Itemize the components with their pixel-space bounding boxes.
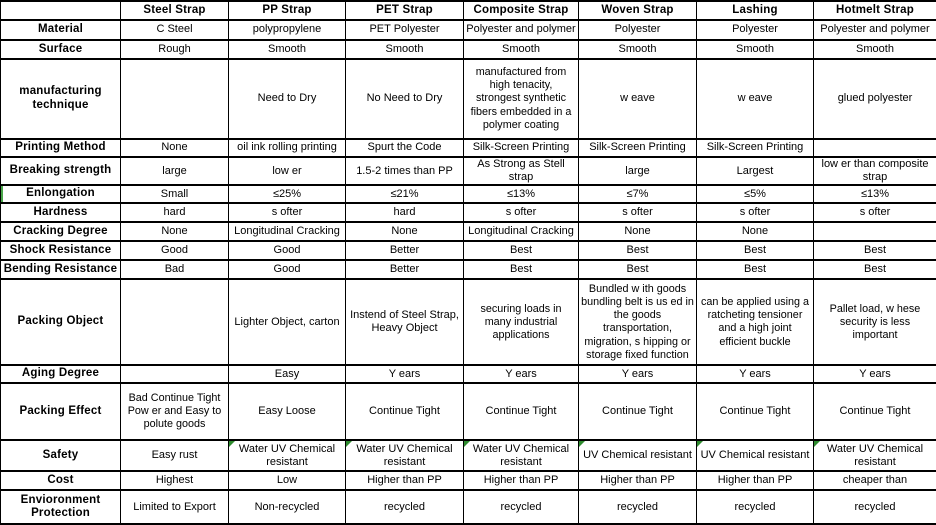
cell-text: Y ears xyxy=(388,367,421,380)
cell-surface-pet-strap xyxy=(346,40,464,59)
cell-text: Best xyxy=(509,263,532,276)
cell-cracking-degree-composite-strap xyxy=(464,222,579,241)
cell-text: securing loads in many industrial applications xyxy=(480,302,562,341)
table-row-material xyxy=(1,20,936,40)
cell-envioronment-protection-pet-strap xyxy=(346,490,464,524)
cell-material-composite-strap xyxy=(464,20,579,40)
cell-text: recycled xyxy=(617,500,658,513)
cell-text: s ofter xyxy=(271,206,303,219)
cell-manufacturing-technique-steel-strap xyxy=(121,59,229,139)
column-header-lashing: Lashing xyxy=(697,1,814,20)
table-row-packing-object xyxy=(1,279,936,365)
row-label-shock-resistance xyxy=(1,241,121,260)
cell-hardness-steel-strap xyxy=(121,203,229,222)
cell-text: can be applied using a ratcheting tensioner and a high joint efficient buckle xyxy=(700,296,810,348)
cell-text: Continue Tight xyxy=(839,405,911,418)
cell-text: Best xyxy=(863,263,886,276)
cell-breaking-strength-composite-strap xyxy=(464,157,579,185)
row-label-text: Breaking strength xyxy=(9,164,112,177)
cell-text: recycled xyxy=(854,500,896,513)
cell-safety-pp-strap xyxy=(229,440,346,471)
cell-breaking-strength-steel-strap xyxy=(121,157,229,185)
cell-bending-resistance-hotmelt-strap xyxy=(814,260,936,279)
cell-cost-pet-strap xyxy=(346,471,464,490)
table-row-hardness xyxy=(1,203,936,222)
cell-text: Polyester xyxy=(614,23,661,36)
cell-enlongation-pp-strap xyxy=(229,185,346,203)
cell-cracking-degree-woven-strap xyxy=(579,222,697,241)
green-corner-marker xyxy=(229,441,235,447)
cell-aging-degree-woven-strap xyxy=(579,365,697,383)
cell-aging-degree-pet-strap xyxy=(346,365,464,383)
cell-text: Polyester and polymer xyxy=(820,23,930,36)
cell-text: low er xyxy=(272,164,302,177)
cell-text: recycled xyxy=(500,500,542,513)
cell-enlongation-composite-strap xyxy=(464,185,579,203)
green-corner-marker xyxy=(464,441,470,447)
cell-text: 1.5-2 times than PP xyxy=(356,164,453,177)
cell-text: ≤25% xyxy=(272,187,302,200)
cell-text: Better xyxy=(389,263,420,276)
cell-text: Bad xyxy=(164,263,185,276)
cell-text: hard xyxy=(163,206,186,219)
cell-text: Polyester and polymer xyxy=(466,23,576,36)
cell-text: PET Polyester xyxy=(369,23,440,36)
cell-bending-resistance-pet-strap xyxy=(346,260,464,279)
row-label-cost xyxy=(1,471,121,490)
cell-breaking-strength-pet-strap xyxy=(346,157,464,185)
cell-material-hotmelt-strap xyxy=(814,20,936,40)
table-row-enlongation xyxy=(1,185,936,203)
cell-envioronment-protection-steel-strap xyxy=(121,490,229,524)
table-row-surface xyxy=(1,40,936,59)
cell-text: polypropylene xyxy=(252,23,322,36)
cell-text: Higher than PP xyxy=(367,474,442,487)
cell-material-pet-strap xyxy=(346,20,464,40)
cell-safety-hotmelt-strap xyxy=(814,440,936,471)
cell-envioronment-protection-composite-strap xyxy=(464,490,579,524)
cell-material-lashing xyxy=(697,20,814,40)
cell-text: No Need to Dry xyxy=(366,92,443,105)
cell-aging-degree-lashing xyxy=(697,365,814,383)
cell-text: Smooth xyxy=(618,42,657,55)
cell-printing-method-lashing xyxy=(697,139,814,157)
cell-safety-woven-strap xyxy=(579,440,697,471)
cell-text: ≤7% xyxy=(626,187,649,200)
cell-text: Easy rust xyxy=(151,449,198,462)
cell-manufacturing-technique-pp-strap xyxy=(229,59,346,139)
row-label-text: Cracking Degree xyxy=(13,224,108,237)
cell-packing-effect-steel-strap xyxy=(121,383,229,440)
cell-text: s ofter xyxy=(622,206,653,219)
cell-text: Smooth xyxy=(856,42,894,55)
table-row-bending-resistance xyxy=(1,260,936,279)
cell-hardness-lashing xyxy=(697,203,814,222)
row-label-text: Cost xyxy=(47,473,74,486)
column-header-composite-strap: Composite Strap xyxy=(464,1,579,20)
cell-text: Water UV Chemical resistant xyxy=(356,442,453,468)
cell-text: glued polyester xyxy=(837,92,913,105)
cell-text: w eave xyxy=(737,92,773,105)
cell-text: Best xyxy=(509,244,532,257)
cell-text: Silk-Screen Printing xyxy=(472,141,570,154)
cell-cost-steel-strap xyxy=(121,471,229,490)
cell-material-pp-strap xyxy=(229,20,346,40)
cell-text: cheaper than xyxy=(842,474,908,487)
cell-text: Continue Tight xyxy=(602,405,673,418)
cell-text: Longitudinal Cracking xyxy=(234,225,340,238)
cell-packing-effect-pet-strap xyxy=(346,383,464,440)
row-label-text: Hardness xyxy=(33,205,88,218)
cell-text: Instend of Steel Strap, Heavy Object xyxy=(350,309,459,335)
cell-safety-composite-strap xyxy=(464,440,579,471)
cell-hardness-composite-strap xyxy=(464,203,579,222)
cell-text: oil ink rolling printing xyxy=(237,141,337,154)
column-header-pp-strap: PP Strap xyxy=(229,1,346,20)
cell-packing-effect-hotmelt-strap xyxy=(814,383,936,440)
cell-text: Non-recycled xyxy=(254,500,320,513)
row-label-text: Bending Resistance xyxy=(3,262,118,275)
cell-text: Higher than PP xyxy=(717,474,793,487)
cell-enlongation-woven-strap xyxy=(579,185,697,203)
table-row-shock-resistance xyxy=(1,241,936,260)
cell-text: Best xyxy=(743,263,766,276)
row-label-text: Shock Resistance xyxy=(9,243,112,256)
cell-manufacturing-technique-pet-strap xyxy=(346,59,464,139)
cell-text: large xyxy=(162,164,187,177)
cell-surface-woven-strap xyxy=(579,40,697,59)
row-label-packing-effect xyxy=(1,383,121,440)
cell-text: Best xyxy=(743,244,766,257)
cell-text: None xyxy=(624,225,651,238)
cell-text: ≤21% xyxy=(390,187,419,200)
cell-material-woven-strap xyxy=(579,20,697,40)
cell-envioronment-protection-lashing xyxy=(697,490,814,524)
cell-text: Spurt the Code xyxy=(367,141,442,154)
green-edge-marker xyxy=(1,186,3,202)
row-label-bending-resistance xyxy=(1,260,121,279)
cell-text: Pallet load, w hese security is less important xyxy=(829,302,921,341)
cell-cost-woven-strap xyxy=(579,471,697,490)
cell-surface-steel-strap xyxy=(121,40,229,59)
cell-text: recycled xyxy=(384,500,425,513)
cell-hardness-pet-strap xyxy=(346,203,464,222)
table-row-cracking-degree xyxy=(1,222,936,241)
cell-text: manufactured from high tenacity, strongest synthetic fibers embedded in a polymer coating xyxy=(470,66,572,131)
cell-text: Good xyxy=(273,263,301,276)
cell-shock-resistance-pet-strap xyxy=(346,241,464,260)
row-label-text: Material xyxy=(37,23,84,36)
cell-text: Longitudinal Cracking xyxy=(468,225,574,238)
table-row-packing-effect xyxy=(1,383,936,440)
cell-cracking-degree-lashing xyxy=(697,222,814,241)
cell-printing-method-composite-strap xyxy=(464,139,579,157)
cell-printing-method-hotmelt-strap xyxy=(814,139,936,157)
cell-text: hard xyxy=(393,206,416,219)
cell-shock-resistance-lashing xyxy=(697,241,814,260)
cell-cost-lashing xyxy=(697,471,814,490)
table-row-envioronment-protection xyxy=(1,490,936,524)
cell-cracking-degree-pp-strap xyxy=(229,222,346,241)
cell-text: None xyxy=(161,141,188,154)
cell-text: Y ears xyxy=(621,367,654,380)
row-label-text: Packing Object xyxy=(17,315,104,328)
cell-surface-lashing xyxy=(697,40,814,59)
green-corner-marker xyxy=(346,441,352,447)
cell-cost-composite-strap xyxy=(464,471,579,490)
cell-text: Silk-Screen Printing xyxy=(706,141,804,154)
column-header-hotmelt-strap: Hotmelt Strap xyxy=(814,1,936,20)
cell-text: Rough xyxy=(158,42,191,55)
cell-text: Smooth xyxy=(385,42,424,55)
cell-text: Bad Continue Tight Pow er and Easy to polute goods xyxy=(127,392,222,431)
cell-bending-resistance-woven-strap xyxy=(579,260,697,279)
cell-enlongation-steel-strap xyxy=(121,185,229,203)
cell-packing-effect-woven-strap xyxy=(579,383,697,440)
row-label-text: Surface xyxy=(38,42,83,55)
column-header-pet-strap: PET Strap xyxy=(346,1,464,20)
cell-shock-resistance-steel-strap xyxy=(121,241,229,260)
cell-enlongation-hotmelt-strap xyxy=(814,185,936,203)
cell-envioronment-protection-woven-strap xyxy=(579,490,697,524)
cell-bending-resistance-composite-strap xyxy=(464,260,579,279)
cell-text: ≤13% xyxy=(860,187,890,200)
cell-bending-resistance-pp-strap xyxy=(229,260,346,279)
cell-packing-effect-composite-strap xyxy=(464,383,579,440)
cell-hardness-hotmelt-strap xyxy=(814,203,936,222)
table-row-safety xyxy=(1,440,936,471)
cell-cracking-degree-pet-strap xyxy=(346,222,464,241)
cell-text: Small xyxy=(160,187,189,200)
green-corner-marker xyxy=(814,441,820,447)
cell-text: recycled xyxy=(734,500,776,513)
cell-text: Continue Tight xyxy=(485,405,557,418)
cell-enlongation-lashing xyxy=(697,185,814,203)
cell-envioronment-protection-pp-strap xyxy=(229,490,346,524)
cell-shock-resistance-hotmelt-strap xyxy=(814,241,936,260)
row-label-enlongation xyxy=(1,185,121,203)
cell-text: Continue Tight xyxy=(369,405,440,418)
column-header-steel-strap: Steel Strap xyxy=(121,1,229,20)
row-label-breaking-strength xyxy=(1,157,121,185)
cell-text: Low xyxy=(276,474,298,487)
cell-text: None xyxy=(741,225,769,238)
row-label-material xyxy=(1,20,121,40)
cell-text: Best xyxy=(863,244,886,257)
cell-cost-hotmelt-strap xyxy=(814,471,936,490)
row-label-text: Printing Method xyxy=(15,141,106,154)
cell-text: Higher than PP xyxy=(483,474,559,487)
row-label-printing-method xyxy=(1,139,121,157)
cell-surface-hotmelt-strap xyxy=(814,40,936,59)
cell-text: Easy Loose xyxy=(258,405,316,418)
table-row-breaking-strength xyxy=(1,157,936,185)
row-label-aging-degree xyxy=(1,365,121,383)
cell-packing-object-pet-strap xyxy=(346,279,464,365)
cell-bending-resistance-steel-strap xyxy=(121,260,229,279)
cell-aging-degree-hotmelt-strap xyxy=(814,365,936,383)
cell-packing-object-woven-strap xyxy=(579,279,697,365)
cell-text: Water UV Chemical resistant xyxy=(826,442,924,468)
row-label-cracking-degree xyxy=(1,222,121,241)
cell-manufacturing-technique-woven-strap xyxy=(579,59,697,139)
cell-text: Bundled w ith goods bundling belt is us ed in the goods transportation, migration, s hipping or storage fixed function xyxy=(581,282,694,361)
cell-breaking-strength-lashing xyxy=(697,157,814,185)
cell-aging-degree-steel-strap xyxy=(121,365,229,383)
row-label-text: manufacturing technique xyxy=(19,85,102,111)
cell-packing-object-steel-strap xyxy=(121,279,229,365)
table-row-aging-degree xyxy=(1,365,936,383)
cell-text: Better xyxy=(389,244,420,257)
cell-breaking-strength-hotmelt-strap xyxy=(814,157,936,185)
cell-text: Highest xyxy=(155,474,194,487)
cell-printing-method-steel-strap xyxy=(121,139,229,157)
cell-text: s ofter xyxy=(859,206,891,219)
cell-text: Y ears xyxy=(505,367,537,380)
row-label-text: Enlongation xyxy=(26,187,95,200)
cell-aging-degree-composite-strap xyxy=(464,365,579,383)
cell-text: ≤13% xyxy=(506,187,536,200)
cell-text: ≤5% xyxy=(744,187,766,200)
row-label-text: Packing Effect xyxy=(19,404,102,417)
cell-text: low er than composite strap xyxy=(821,158,929,184)
cell-manufacturing-technique-lashing xyxy=(697,59,814,139)
row-label-text: Aging Degree xyxy=(21,367,100,380)
cell-shock-resistance-pp-strap xyxy=(229,241,346,260)
cell-hardness-woven-strap xyxy=(579,203,697,222)
cell-text: UV Chemical resistant xyxy=(700,449,810,462)
cell-text: Silk-Screen Printing xyxy=(589,141,686,154)
cell-text: None xyxy=(391,225,418,238)
cell-shock-resistance-composite-strap xyxy=(464,241,579,260)
cell-text: Continue Tight xyxy=(719,405,791,418)
cell-text: Largest xyxy=(736,164,774,177)
cell-packing-object-hotmelt-strap xyxy=(814,279,936,365)
row-label-text: Safety xyxy=(42,448,79,461)
cell-cost-pp-strap xyxy=(229,471,346,490)
cell-text: Smooth xyxy=(736,42,774,55)
cell-safety-lashing xyxy=(697,440,814,471)
cell-text: Lighter Object, carton xyxy=(234,315,340,328)
cell-safety-pet-strap xyxy=(346,440,464,471)
cell-text: large xyxy=(625,164,650,177)
cell-hardness-pp-strap xyxy=(229,203,346,222)
cell-text: s ofter xyxy=(505,206,537,219)
cell-text: Water UV Chemical resistant xyxy=(472,442,570,468)
cell-printing-method-pp-strap xyxy=(229,139,346,157)
row-label-packing-object xyxy=(1,279,121,365)
cell-envioronment-protection-hotmelt-strap xyxy=(814,490,936,524)
cell-packing-object-composite-strap xyxy=(464,279,579,365)
column-header-woven-strap: Woven Strap xyxy=(579,1,697,20)
row-label-safety xyxy=(1,440,121,471)
cell-packing-effect-pp-strap xyxy=(229,383,346,440)
header-row xyxy=(1,1,936,20)
green-corner-marker xyxy=(697,441,703,447)
cell-text: Best xyxy=(626,244,649,257)
cell-text: Smooth xyxy=(502,42,540,55)
cell-material-steel-strap xyxy=(121,20,229,40)
cell-text: Best xyxy=(626,263,649,276)
cell-text: Easy xyxy=(274,367,300,380)
cell-manufacturing-technique-hotmelt-strap xyxy=(814,59,936,139)
cell-surface-pp-strap xyxy=(229,40,346,59)
cell-text: Y ears xyxy=(859,367,891,380)
row-label-text: Envioronment Protection xyxy=(20,493,101,520)
cell-printing-method-woven-strap xyxy=(579,139,697,157)
cell-text: w eave xyxy=(620,92,655,105)
cell-printing-method-pet-strap xyxy=(346,139,464,157)
cell-aging-degree-pp-strap xyxy=(229,365,346,383)
table-row-manufacturing-technique xyxy=(1,59,936,139)
cell-breaking-strength-pp-strap xyxy=(229,157,346,185)
cell-shock-resistance-woven-strap xyxy=(579,241,697,260)
row-label-envioronment-protection xyxy=(1,490,121,524)
cell-text: Polyester xyxy=(732,23,778,36)
cell-bending-resistance-lashing xyxy=(697,260,814,279)
cell-text: Higher than PP xyxy=(600,474,675,487)
cell-cracking-degree-hotmelt-strap xyxy=(814,222,936,241)
cell-text: Good xyxy=(273,244,301,257)
cell-manufacturing-technique-composite-strap xyxy=(464,59,579,139)
cell-text: Good xyxy=(161,244,188,257)
cell-text: Need to Dry xyxy=(257,92,317,105)
table-row-cost xyxy=(1,471,936,490)
table-row-printing-method xyxy=(1,139,936,157)
cell-text: Smooth xyxy=(268,42,306,55)
cell-surface-composite-strap xyxy=(464,40,579,59)
cell-packing-object-lashing xyxy=(697,279,814,365)
corner-cell xyxy=(1,1,121,20)
cell-breaking-strength-woven-strap xyxy=(579,157,697,185)
cell-text: Water UV Chemical resistant xyxy=(238,442,336,468)
cell-text: Limited to Export xyxy=(133,500,216,513)
cell-safety-steel-strap xyxy=(121,440,229,471)
row-label-manufacturing-technique xyxy=(1,59,121,139)
cell-packing-object-pp-strap xyxy=(229,279,346,365)
row-label-surface xyxy=(1,40,121,59)
cell-text: None xyxy=(161,225,188,238)
cell-packing-effect-lashing xyxy=(697,383,814,440)
cell-text: Y ears xyxy=(739,367,771,380)
row-label-hardness xyxy=(1,203,121,222)
cell-text: s ofter xyxy=(739,206,771,219)
cell-enlongation-pet-strap xyxy=(346,185,464,203)
cell-text: C Steel xyxy=(156,23,193,36)
cell-text: As Strong as Stell strap xyxy=(477,158,565,184)
cell-text: UV Chemical resistant xyxy=(583,449,692,462)
green-corner-marker xyxy=(579,441,585,447)
cell-cracking-degree-steel-strap xyxy=(121,222,229,241)
